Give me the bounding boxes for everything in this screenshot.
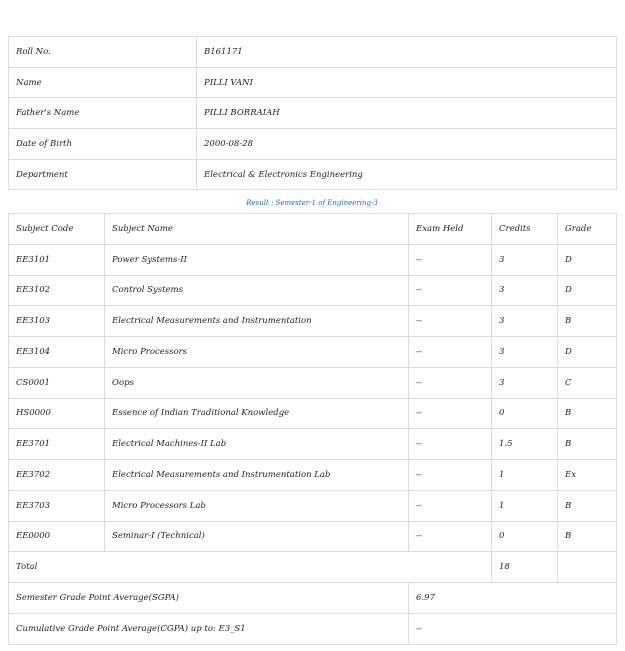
- result-caption: Result : Semester-1 of Engineering-3: [246, 199, 378, 207]
- grade: C: [558, 367, 617, 398]
- grade: B: [558, 306, 617, 337]
- roll-no-value: B161171: [197, 37, 617, 68]
- subject-code: EE3702: [9, 460, 105, 491]
- exam-held: --: [409, 275, 492, 306]
- header-credits: Credits: [492, 214, 558, 245]
- subject-row: [9, 460, 617, 491]
- subject-code: HS0000: [9, 398, 105, 429]
- total-credits: 18: [492, 552, 558, 583]
- grade: B: [558, 521, 617, 552]
- credits: 1: [492, 490, 558, 521]
- subject-row: [9, 398, 617, 429]
- header-grade: Grade: [558, 214, 617, 245]
- cgpa-row: [9, 613, 617, 644]
- credits: 3: [492, 244, 558, 275]
- subject-name: Electrical Measurements and Instrumentation: [105, 306, 409, 337]
- info-row-name: [9, 67, 617, 98]
- grade: Ex: [558, 460, 617, 491]
- exam-held: --: [409, 398, 492, 429]
- student-info-table: [8, 36, 617, 190]
- grade: B: [558, 490, 617, 521]
- info-row-dob: [9, 129, 617, 160]
- sgpa-label: Semester Grade Point Average(SGPA): [9, 583, 409, 614]
- exam-held: --: [409, 490, 492, 521]
- credits: 3: [492, 306, 558, 337]
- total-label: Total: [9, 552, 492, 583]
- subject-name: Power Systems-II: [105, 244, 409, 275]
- header-subject-code: Subject Code: [9, 214, 105, 245]
- cgpa-value: --: [409, 613, 617, 644]
- result-table: [8, 213, 617, 645]
- credits: 3: [492, 275, 558, 306]
- subject-row: [9, 367, 617, 398]
- credits: 0: [492, 398, 558, 429]
- grade: B: [558, 429, 617, 460]
- subject-code: EE3701: [9, 429, 105, 460]
- subject-name: Essence of Indian Traditional Knowledge: [105, 398, 409, 429]
- result-header-row: [9, 214, 617, 245]
- subject-name: Seminar-I (Technical): [105, 521, 409, 552]
- info-row-father: [9, 98, 617, 129]
- dob-value: 2000-08-28: [197, 129, 617, 160]
- subject-code: EE3104: [9, 337, 105, 368]
- credits: 1.5: [492, 429, 558, 460]
- subject-name: Electrical Machines-II Lab: [105, 429, 409, 460]
- subject-row: [9, 244, 617, 275]
- info-row-roll-no: [9, 37, 617, 68]
- header-exam-held: Exam Held: [409, 214, 492, 245]
- subject-rows: [9, 244, 617, 552]
- father-name-label: Father's Name: [9, 98, 197, 129]
- subject-row: [9, 337, 617, 368]
- info-row-department: [9, 159, 617, 190]
- exam-held: --: [409, 460, 492, 491]
- cgpa-label: Cumulative Grade Point Average(CGPA) up to: E3_S1: [9, 613, 409, 644]
- subject-code: CS0001: [9, 367, 105, 398]
- name-label: Name: [9, 67, 197, 98]
- father-name-value: PILLI BORRAIAH: [197, 98, 617, 129]
- credits: 0: [492, 521, 558, 552]
- subject-name: Oops: [105, 367, 409, 398]
- grade: D: [558, 337, 617, 368]
- total-grade-empty: [558, 552, 617, 583]
- subject-row: [9, 490, 617, 521]
- subject-row: [9, 275, 617, 306]
- total-row: [9, 552, 617, 583]
- grade: D: [558, 275, 617, 306]
- exam-held: --: [409, 367, 492, 398]
- credits: 3: [492, 337, 558, 368]
- grade: B: [558, 398, 617, 429]
- subject-code: EE0000: [9, 521, 105, 552]
- header-subject-name: Subject Name: [105, 214, 409, 245]
- subject-row: [9, 521, 617, 552]
- dob-label: Date of Birth: [9, 129, 197, 160]
- exam-held: --: [409, 306, 492, 337]
- subject-code: EE3102: [9, 275, 105, 306]
- subject-row: [9, 429, 617, 460]
- exam-held: --: [409, 244, 492, 275]
- subject-code: EE3103: [9, 306, 105, 337]
- subject-row: [9, 306, 617, 337]
- subject-code: EE3703: [9, 490, 105, 521]
- sgpa-row: [9, 583, 617, 614]
- subject-name: Electrical Measurements and Instrumentation Lab: [105, 460, 409, 491]
- subject-code: EE3101: [9, 244, 105, 275]
- name-value: PILLI VANI: [197, 67, 617, 98]
- department-label: Department: [9, 159, 197, 190]
- exam-held: --: [409, 521, 492, 552]
- department-value: Electrical & Electronics Engineering: [197, 159, 617, 190]
- subject-name: Control Systems: [105, 275, 409, 306]
- credits: 1: [492, 460, 558, 491]
- subject-name: Micro Processors: [105, 337, 409, 368]
- sgpa-value: 6.97: [409, 583, 617, 614]
- exam-held: --: [409, 337, 492, 368]
- grade: D: [558, 244, 617, 275]
- credits: 3: [492, 367, 558, 398]
- exam-held: --: [409, 429, 492, 460]
- subject-name: Micro Processors Lab: [105, 490, 409, 521]
- roll-no-label: Roll No.: [9, 37, 197, 68]
